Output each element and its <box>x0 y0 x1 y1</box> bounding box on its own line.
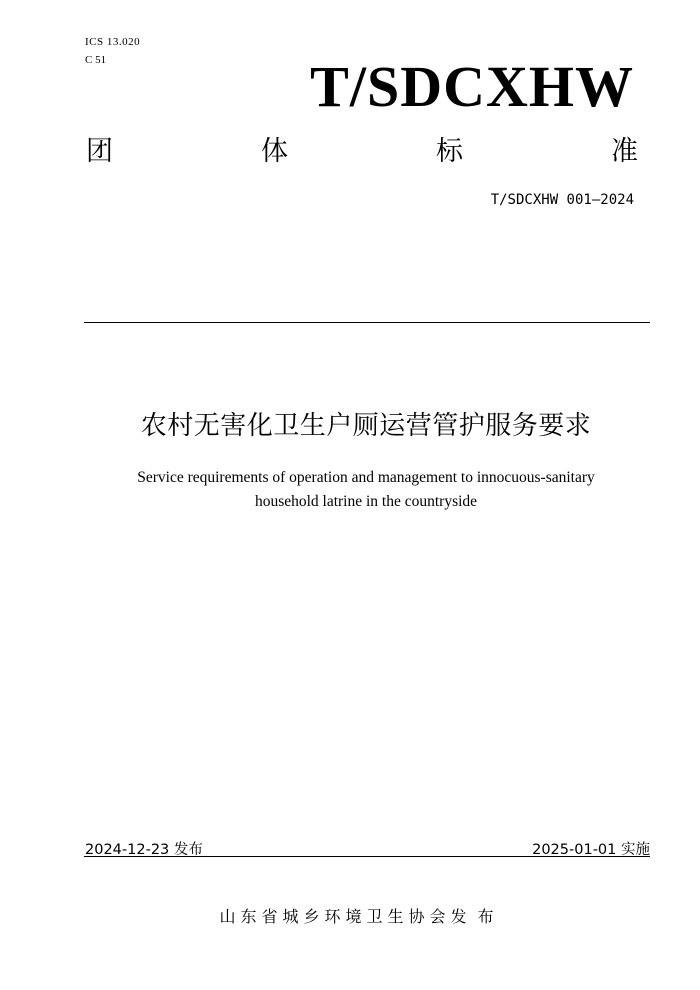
ccs-code: C 51 <box>85 54 107 66</box>
chinese-title: 农村无害化卫生户厕运营管护服务要求 <box>140 411 592 441</box>
issuer-name: 山东省城乡环境卫生协会 <box>219 907 451 926</box>
english-title <box>60 466 672 514</box>
english-title-line: household latrine in the countryside <box>254 493 478 510</box>
standard-type <box>86 138 638 165</box>
standard-type-char: 团 <box>86 136 113 167</box>
issue-date: 2024-12-23 发布 <box>85 842 203 858</box>
standard-type-char: 体 <box>261 136 288 167</box>
english-title-line: Service requirements of operation and management to innocuous-sanitary <box>137 469 595 486</box>
bottom-divider <box>84 856 650 857</box>
issuer <box>0 904 700 927</box>
implementation-date: 2025-01-01 实施 <box>532 842 650 858</box>
ics-code: ICS 13.020 <box>85 36 141 48</box>
standard-type-char: 准 <box>611 136 638 167</box>
standard-org-code: T/SDCXHW <box>310 54 634 119</box>
standard-number: T/SDCXHW 001—2024 <box>490 192 634 208</box>
issuer-verb: 发 布 <box>450 907 497 926</box>
top-divider <box>84 322 650 323</box>
standard-type-char: 标 <box>436 136 463 167</box>
